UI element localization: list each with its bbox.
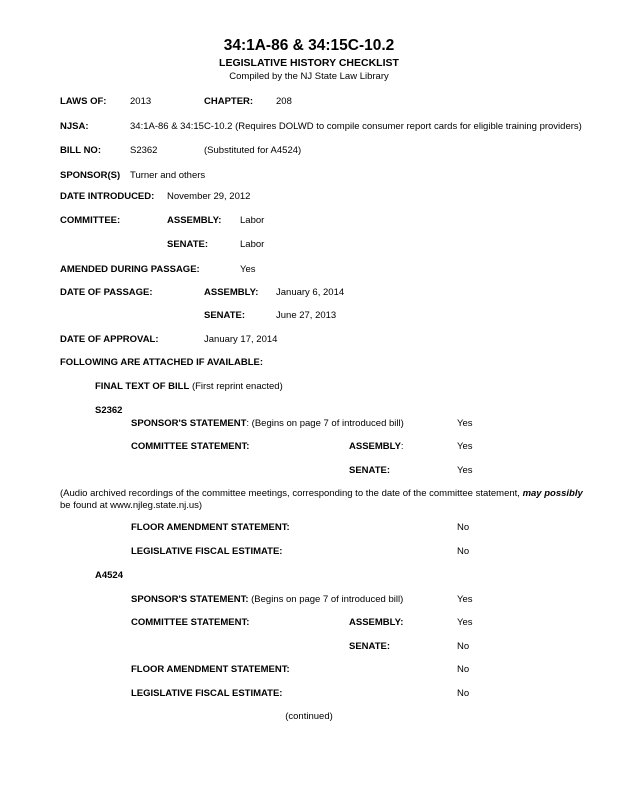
njsa-label: NJSA: xyxy=(60,121,89,132)
date-introduced-value: November 29, 2012 xyxy=(167,191,251,202)
a4524-floor-amendment-label: FLOOR AMENDMENT STATEMENT: xyxy=(131,664,290,675)
bill-no-value: S2362 xyxy=(130,145,158,156)
date-of-approval-label: DATE OF APPROVAL: xyxy=(60,334,159,345)
passage-senate-label: SENATE: xyxy=(204,310,245,321)
s2362-fiscal-estimate-value: No xyxy=(457,546,470,557)
date-introduced-label: DATE INTRODUCED: xyxy=(60,191,155,202)
a4524-assembly-label: ASSEMBLY: xyxy=(349,617,404,628)
audio-note-line-1 xyxy=(60,488,583,499)
committee-assembly-value: Labor xyxy=(240,215,265,226)
a4524-floor-amendment-value: No xyxy=(457,664,470,675)
s2362-assembly-label: ASSEMBLY xyxy=(349,441,401,452)
committee-label: COMMITTEE: xyxy=(60,215,121,226)
chapter-label: CHAPTER: xyxy=(204,96,254,107)
s2362-heading: S2362 xyxy=(95,405,123,416)
s2362-sponsor-statement-value: Yes xyxy=(457,418,473,429)
a4524-sponsor-statement-note: (Begins on page 7 of introduced bill) xyxy=(248,594,404,605)
audio-note-emphasis: may possibly xyxy=(522,488,583,499)
bill-no-label: BILL NO: xyxy=(60,145,101,156)
page-subtitle: LEGISLATIVE HISTORY CHECKLIST xyxy=(219,57,399,69)
date-of-passage-label: DATE OF PASSAGE: xyxy=(60,287,153,298)
amended-value: Yes xyxy=(240,264,256,275)
s2362-senate-value: Yes xyxy=(457,465,473,476)
page-title: 34:1A-86 & 34:15C-10.2 xyxy=(223,37,395,54)
committee-senate-value: Labor xyxy=(240,239,265,250)
a4524-assembly-value: Yes xyxy=(457,617,473,628)
a4524-fiscal-estimate-label: LEGISLATIVE FISCAL ESTIMATE: xyxy=(131,688,283,699)
a4524-senate-value: No xyxy=(457,641,470,652)
a4524-sponsor-statement-label: SPONSOR'S STATEMENT: xyxy=(131,594,249,605)
audio-note-line-2: be found at www.njleg.state.nj.us) xyxy=(60,500,203,511)
njsa-value: 34:1A-86 & 34:15C-10.2 (Requires DOLWD to compile consumer report cards for eligible training providers) xyxy=(130,121,582,132)
audio-note-text: (Audio archived recordings of the committee meetings, corresponding to the date of the committee statement, xyxy=(60,488,523,499)
attached-heading: FOLLOWING ARE ATTACHED IF AVAILABLE: xyxy=(60,357,263,368)
final-text-line xyxy=(95,381,283,392)
s2362-assembly-colon: : xyxy=(400,441,404,452)
sponsors-value: Turner and others xyxy=(130,170,206,181)
date-of-approval-value: January 17, 2014 xyxy=(204,334,278,345)
a4524-fiscal-estimate-value: No xyxy=(457,688,470,699)
continued-note: (continued) xyxy=(285,711,333,722)
s2362-fiscal-estimate-label: LEGISLATIVE FISCAL ESTIMATE: xyxy=(131,546,283,557)
a4524-committee-statement-label: COMMITTEE STATEMENT: xyxy=(131,617,250,628)
a4524-heading: A4524 xyxy=(95,570,123,581)
a4524-sponsor-statement xyxy=(131,594,403,605)
laws-of-label: LAWS OF: xyxy=(60,96,107,107)
s2362-sponsor-statement-label: SPONSOR'S STATEMENT xyxy=(131,418,247,429)
committee-senate-label: SENATE: xyxy=(167,239,208,250)
amended-label: AMENDED DURING PASSAGE: xyxy=(60,264,200,275)
a4524-sponsor-statement-value: Yes xyxy=(457,594,473,605)
committee-assembly-label: ASSEMBLY: xyxy=(167,215,222,226)
passage-assembly-value: January 6, 2014 xyxy=(276,287,345,298)
s2362-senate-label: SENATE: xyxy=(349,465,390,476)
s2362-sponsor-statement xyxy=(131,418,404,429)
compiled-by: Compiled by the NJ State Law Library xyxy=(229,71,389,82)
a4524-senate-label: SENATE: xyxy=(349,641,390,652)
chapter-value: 208 xyxy=(276,96,292,107)
s2362-assembly xyxy=(349,441,404,452)
s2362-assembly-value: Yes xyxy=(457,441,473,452)
sponsors-label: SPONSOR(S) xyxy=(60,170,121,181)
final-text-note: (First reprint enacted) xyxy=(191,381,283,392)
s2362-committee-statement-label: COMMITTEE STATEMENT: xyxy=(131,441,250,452)
final-text-label: FINAL TEXT OF BILL xyxy=(95,381,190,392)
passage-assembly-label: ASSEMBLY: xyxy=(204,287,259,298)
bill-no-note: (Substituted for A4524) xyxy=(204,145,302,156)
laws-of-value: 2013 xyxy=(130,96,152,107)
passage-senate-value: June 27, 2013 xyxy=(276,310,337,321)
s2362-sponsor-statement-note: : (Begins on page 7 of introduced bill) xyxy=(246,418,404,429)
s2362-floor-amendment-value: No xyxy=(457,522,470,533)
s2362-floor-amendment-label: FLOOR AMENDMENT STATEMENT: xyxy=(131,522,290,533)
